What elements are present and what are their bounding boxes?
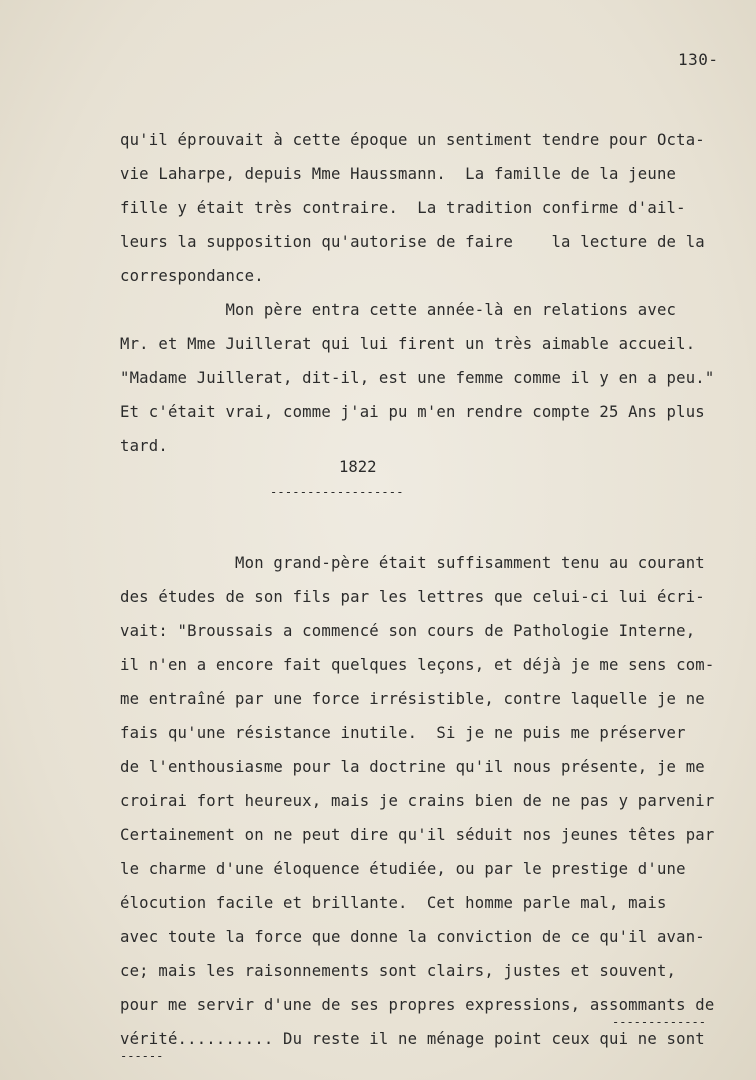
underline-mark: ------------- bbox=[612, 1015, 706, 1029]
text-line: fais qu'une résistance inutile. Si je ne puis me préserver bbox=[120, 724, 686, 742]
text-line: Et c'était vrai, comme j'ai pu m'en rendre compte 25 Ans plus bbox=[120, 403, 705, 421]
text-line: tard. bbox=[120, 437, 168, 455]
text-line: correspondance. bbox=[120, 267, 264, 285]
text-line: le charme d'une éloquence étudiée, ou par le prestige d'une bbox=[120, 860, 686, 878]
text-line: vie Laharpe, depuis Mme Haussmann. La famille de la jeune bbox=[120, 165, 677, 183]
text-line: avec toute la force que donne la conviction de ce qu'il avan- bbox=[120, 928, 705, 946]
text-line: leurs la supposition qu'autorise de faire la lecture de la bbox=[120, 233, 705, 251]
text-line: pour me servir d'une de ses propres expressions, assommants de bbox=[120, 996, 715, 1014]
text-line: Mon grand-père était suffisamment tenu au courant bbox=[120, 554, 705, 572]
text-line: des études de son fils par les lettres que celui-ci lui écri- bbox=[120, 588, 705, 606]
year-heading: 1822 bbox=[339, 458, 377, 476]
text-line: croirai fort heureux, mais je crains bien de ne pas y parvenir bbox=[120, 792, 715, 810]
text-line: vait: "Broussais a commencé son cours de Pathologie Interne, bbox=[120, 622, 696, 640]
underline-mark: ------ bbox=[120, 1049, 164, 1063]
text-line: vérité.......... Du reste il ne ménage point ceux qui ne sont bbox=[120, 1030, 705, 1048]
page-number: 130- bbox=[678, 50, 719, 69]
text-line: "Madame Juillerat, dit-il, est une femme comme il y en a peu." bbox=[120, 369, 715, 387]
text-line: de l'enthousiasme pour la doctrine qu'il nous présente, je me bbox=[120, 758, 705, 776]
text-line: ce; mais les raisonnements sont clairs, justes et souvent, bbox=[120, 962, 677, 980]
text-line: Mr. et Mme Juillerat qui lui firent un très aimable accueil. bbox=[120, 335, 696, 353]
text-line: élocution facile et brillante. Cet homme parle mal, mais bbox=[120, 894, 667, 912]
text-line: il n'en a encore fait quelques leçons, et déjà je me sens com- bbox=[120, 656, 715, 674]
text-line: Mon père entra cette année-là en relations avec bbox=[120, 301, 677, 319]
text-line: me entraîné par une force irrésistible, contre laquelle je ne bbox=[120, 690, 705, 708]
text-line: Certainement on ne peut dire qu'il séduit nos jeunes têtes par bbox=[120, 826, 715, 844]
text-line: qu'il éprouvait à cette époque un sentiment tendre pour Octa- bbox=[120, 131, 705, 149]
year-underline: ------------------ bbox=[270, 485, 404, 499]
text-line: fille y était très contraire. La tradition confirme d'ail- bbox=[120, 199, 686, 217]
